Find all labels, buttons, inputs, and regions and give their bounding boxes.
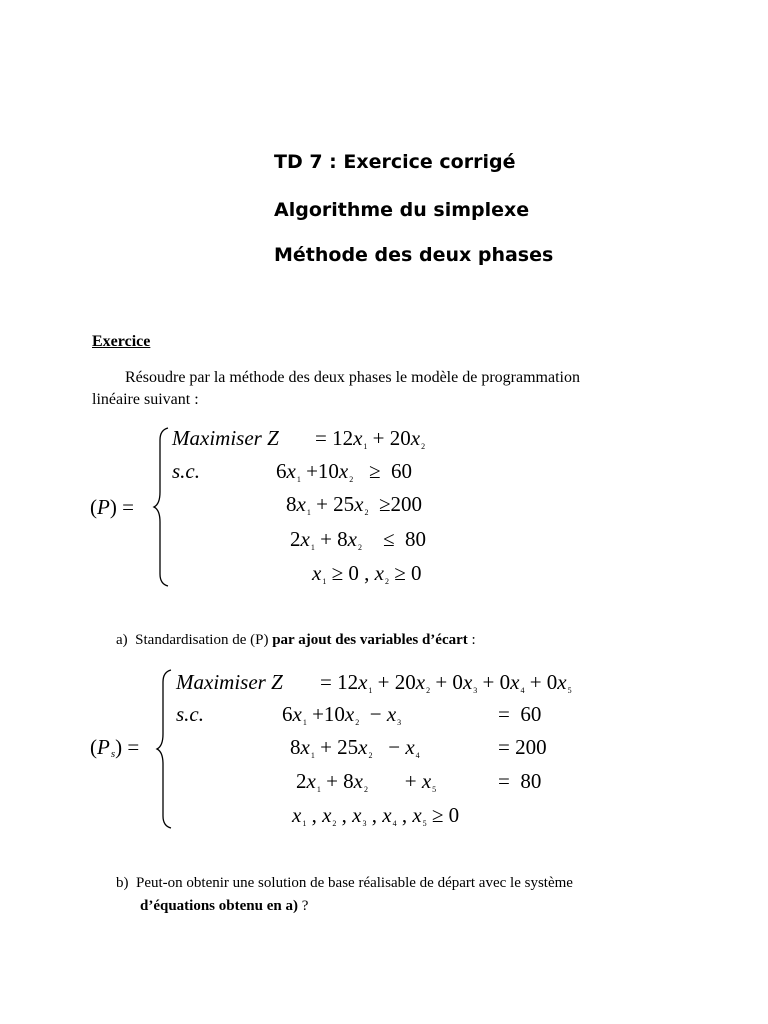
model-ps-constraint-1-rhs: = 60 (498, 702, 542, 726)
model-p-row-objective: Maximiser Z (172, 426, 279, 450)
title-line-2: Algorithme du simplexe (274, 199, 530, 221)
title-line-3: Méthode des deux phases (274, 244, 554, 266)
model-p-constraint-3: $2x_1 + 8x_2$ ≤ 80 (290, 527, 427, 552)
model-p-brace (152, 426, 172, 588)
question-b-bold: d’équations obtenu en a) (140, 898, 298, 914)
exercise-heading: Exercice (92, 333, 151, 350)
model-ps-constraint-3-rhs: = 80 (498, 769, 542, 793)
question-a-end: : (467, 632, 476, 648)
model-ps-row-objective: Maximiser Z (176, 670, 283, 694)
intro-line-2: linéaire suivant : (92, 391, 199, 408)
model-p-constraint-1: $6x_1 +10x_2 \ge 60$ (276, 459, 413, 484)
model-ps-constraint-2: $8x_1 + 25x_2 - x_4$ (290, 735, 420, 760)
question-a-text: Standardisation de (P) (135, 632, 273, 648)
title-line-1: TD 7 : Exercice corrigé (274, 151, 516, 173)
model-p-constraint-2: $8x_1 + 25x_2 \ge 200$ (286, 492, 423, 517)
model-p-label: (P) = (90, 495, 134, 519)
model-ps-constraint-3: $2x_1 + 8x_2$ + $x_5$ (296, 769, 437, 794)
model-ps-row-objective-rhs: = $12x_1 + 20x_2 + 0x_3 + 0x_4 + 0x_5$ (320, 670, 572, 695)
question-b-line-1 (116, 875, 573, 892)
question-a (116, 632, 476, 649)
question-b-marker: b) (116, 875, 129, 891)
question-a-marker: a) (116, 632, 128, 648)
question-b-text: Peut-on obtenir une solution de base réalisable de départ avec le système (136, 875, 573, 891)
question-b-end: ? (297, 898, 309, 914)
model-p-row-objective-rhs: = $12x_1 + 20x_2$ (315, 426, 426, 451)
model-ps-brace (155, 668, 175, 830)
model-ps-constraint-2-rhs: = 200 (498, 735, 547, 759)
intro-line-1: Résoudre par la méthode des deux phases le modèle de programmation (125, 369, 580, 386)
model-ps-label: $(P_s)$ = (90, 735, 140, 760)
model-ps-constraint-1: $6x_1 +10x_2 - x_3$ (282, 702, 402, 727)
question-a-bold: par ajout des variables d’écart (272, 632, 468, 648)
model-p-sc-label: s.c. (172, 459, 200, 483)
question-b-line-2 (140, 898, 308, 915)
model-ps-sc-label: s.c. (176, 702, 204, 726)
model-ps-nonneg: $x_1$ , $x_2$ , $x_3$ , $x_4$ , $x_5 \ge 0$ (292, 803, 460, 828)
model-p-nonneg: $x_1 \ge 0$ , $x_2 \ge 0$ (312, 561, 422, 586)
